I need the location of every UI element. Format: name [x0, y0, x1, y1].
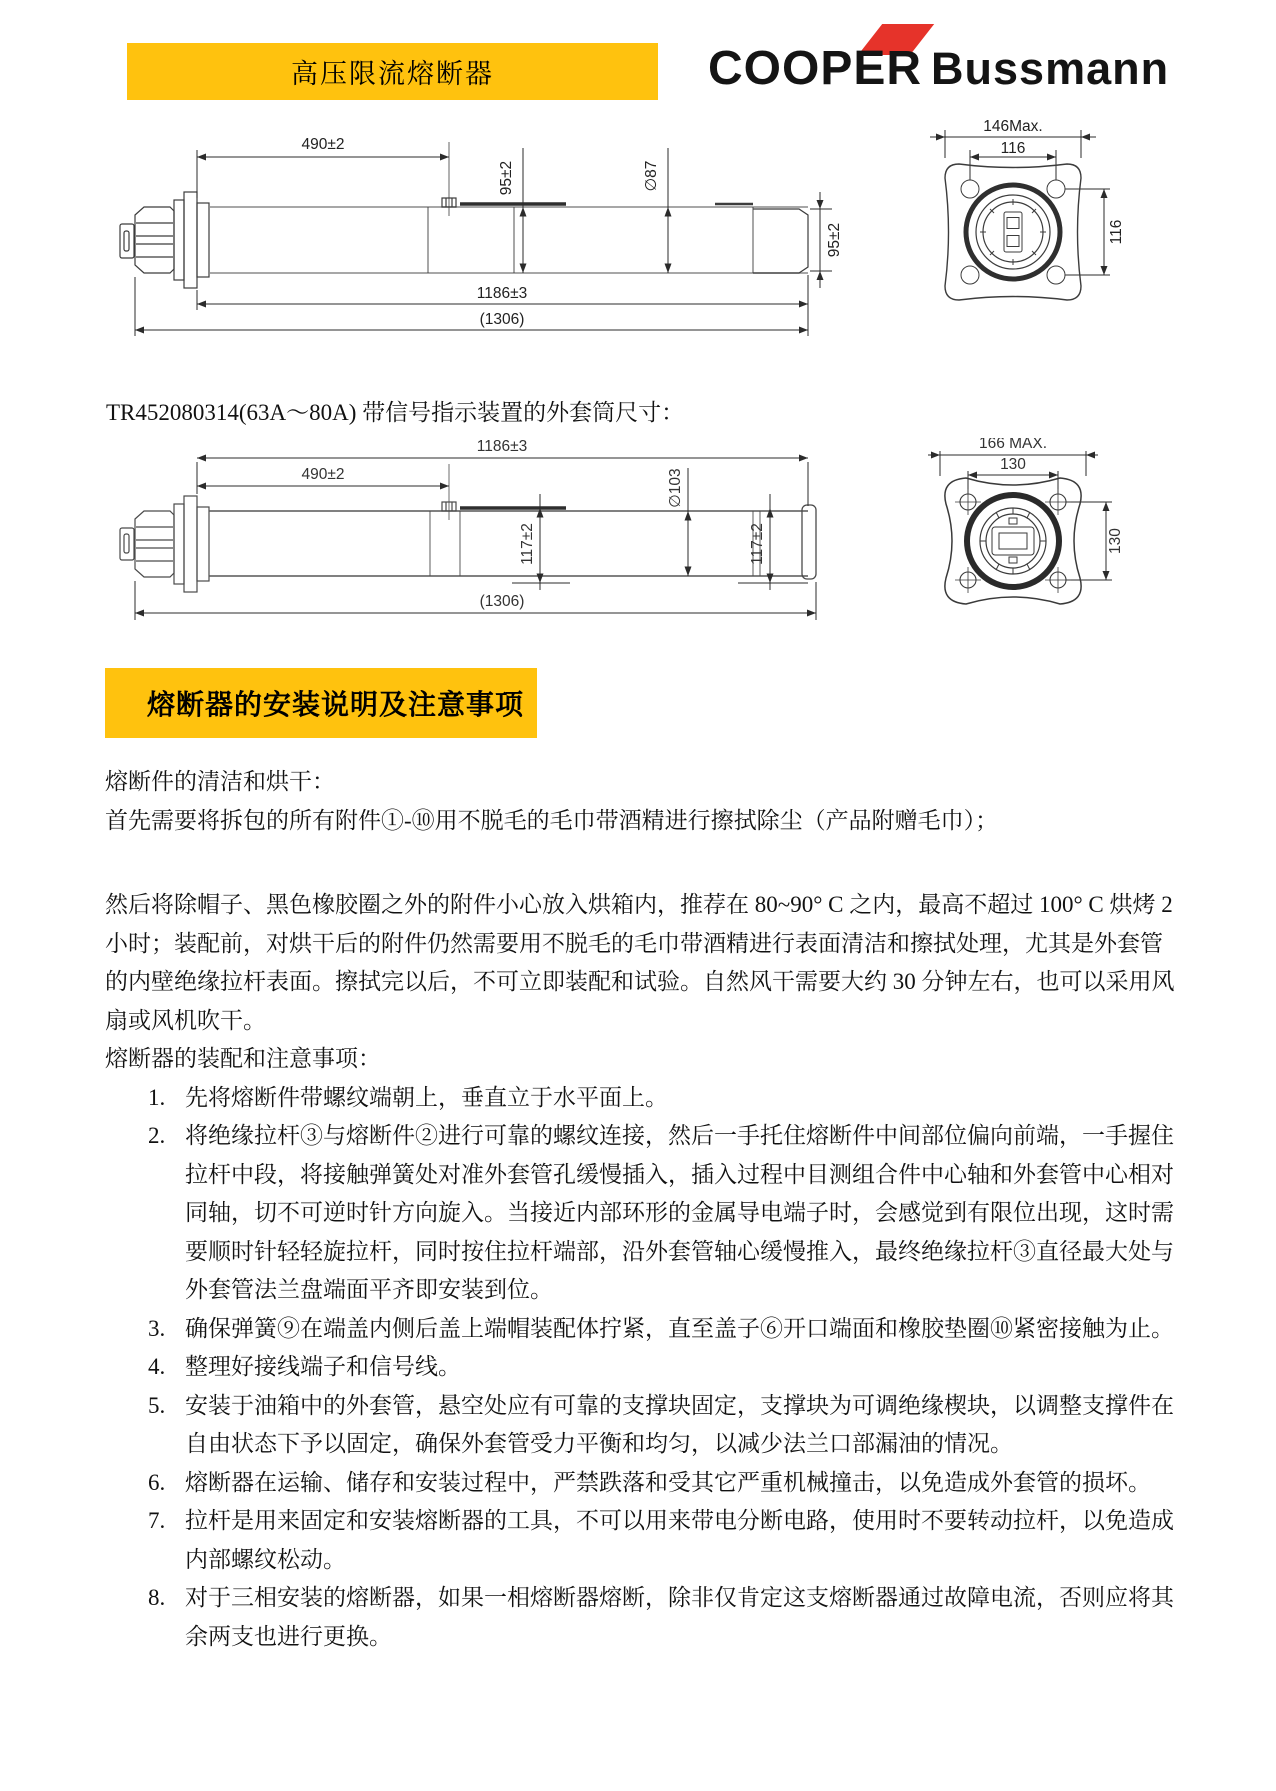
list-item-number: 1.: [148, 1084, 166, 1110]
logo-cooper-text: COOPER: [708, 42, 923, 95]
dim-label-490: 490±2: [301, 466, 345, 483]
dim-label-130-h: 130: [1000, 456, 1026, 473]
list-item-number: 7.: [148, 1508, 166, 1533]
fuse-side-view-1: [120, 142, 808, 288]
list-item-number: 8.: [148, 1585, 166, 1610]
technical-drawing-1: [108, 112, 1170, 356]
dim-label-116-v: 116: [1108, 219, 1125, 245]
list-item-number: 5.: [148, 1392, 166, 1418]
list-item: [148, 1579, 1177, 1656]
list-item: [148, 1502, 1177, 1579]
dim-label-dia87: ∅87: [643, 160, 660, 192]
list-item-text: 拉杆是用来固定和安装熔断器的工具，不可以用来带电分断电路，使用时不要转动拉杆，以免造成内部螺纹松动。: [185, 1508, 1174, 1572]
dim-label-117-b: 117±2: [749, 523, 766, 565]
list-item: [148, 1310, 1177, 1349]
assembly-title: 熔断器的装配和注意事项：: [105, 1046, 381, 1071]
list-item-text: 安装于油箱中的外套管，悬空处应有可靠的支撑块固定，支撑块为可调绝缘楔块，以调整支撑件在自由状态下予以固定，确保外套管受力平衡和均匀，以减少法兰口部漏油的情况。: [185, 1392, 1174, 1456]
section-title: 熔断器的安装说明及注意事项: [147, 689, 525, 720]
cleaning-line: 首先需要将拆包的所有附件①-⑩用不脱毛的毛巾带酒精进行擦拭除尘（产品附赠毛巾）；: [105, 807, 999, 833]
instructions-text: [105, 763, 1177, 1656]
cooper-bussmann-logo: [708, 24, 1178, 96]
list-item: [148, 1387, 1177, 1464]
title-banner: [127, 43, 658, 100]
dim-label-1186: 1186±3: [476, 285, 528, 302]
list-item-number: 4.: [148, 1354, 166, 1379]
dim-label-95-end: 95±2: [826, 222, 843, 258]
dim-label-1306: (1306): [479, 311, 525, 328]
dim-label-dia103: ∅103: [667, 468, 684, 508]
list-item: [148, 1079, 1177, 1118]
fuse-side-view-2: [120, 464, 816, 592]
dimension-arrows-2: [135, 452, 1110, 617]
list-item-text: 整理好接线端子和信号线。: [185, 1354, 461, 1379]
dim-label-130-v: 130: [1107, 528, 1124, 554]
dim-label-117-a: 117±2: [519, 523, 536, 565]
fuse-end-view-2: [945, 478, 1081, 604]
logo-bussmann-text: Bussmann: [931, 43, 1170, 94]
list-item-number: 2.: [148, 1123, 166, 1148]
section-banner: [105, 668, 537, 738]
cleaning-title: 熔断件的清洁和烘干：: [105, 769, 335, 794]
technical-drawing-2: [108, 438, 1170, 628]
assembly-steps-list: [105, 1079, 1177, 1657]
list-item-text: 确保弹簧⑨在端盖内侧后盖上端帽装配体拧紧，直至盖子⑥开口端面和橡胶垫圈⑩紧密接触为止。: [185, 1315, 1174, 1341]
list-item: [148, 1348, 1177, 1387]
dim-label-166max: 166 MAX.: [978, 438, 1048, 452]
baking-paragraph: 然后将除帽子、黑色橡胶圈之外的附件小心放入烘箱内，推荐在 80~90° C 之内，最高不超过 100° C 烘烤 2 小时；装配前，对烘干后的附件仍然需要用不脱毛的毛巾带酒精进行表面清洁和擦拭处理，尤其是外套管的内壁绝缘拉杆表面。擦拭完以后，不可立即装配和试验。自然风干需要大约 30 分钟左右，也可以采用风扇或风机吹干。: [105, 892, 1175, 1033]
dim-label-1306: (1306): [479, 593, 525, 610]
dim-label-95-body: 95±2: [498, 160, 515, 196]
list-item: [148, 1117, 1177, 1310]
list-item-number: 3.: [148, 1315, 166, 1341]
list-item-text: 对于三相安装的熔断器，如果一相熔断器熔断，除非仅肯定这支熔断器通过故障电流，否则应将其余两支也进行更换。: [185, 1585, 1174, 1649]
dim-label-146max: 146Max.: [983, 118, 1043, 135]
page-title: 高压限流熔断器: [291, 59, 494, 89]
list-item-text: 将绝缘拉杆③与熔断件②进行可靠的螺纹连接，然后一手托住熔断件中间部位偏向前端，一手握住拉杆中段，将接触弹簧处对准外套管孔缓慢插入，插入过程中目测组合件中心轴和外套管中心相对同轴，切不可逆时针方向旋入。当接近内部环形的金属导电端子时，会感觉到有限位出现，这时需要顺时针轻轻旋拉杆，同时按住拉杆端部，沿外套管轴心缓慢推入，最终绝缘拉杆③直径最大处与外套管法兰盘端面平齐即安装到位。: [185, 1123, 1174, 1302]
dim-label-116-h: 116: [1000, 140, 1026, 157]
list-item-text: 熔断器在运输、储存和安装过程中，严禁跌落和受其它严重机械撞击，以免造成外套管的损坏。: [185, 1469, 1151, 1495]
fuse-end-view-1: [945, 164, 1081, 300]
dim-label-1186: 1186±3: [476, 438, 528, 455]
list-item-text: 先将熔断件带螺纹端朝上，垂直立于水平面上。: [185, 1084, 668, 1110]
dim-label-490: 490±2: [301, 136, 345, 153]
drawing2-caption: TR452080314(63A～80A) 带信号指示装置的外套筒尺寸：: [106, 400, 685, 425]
list-item: [148, 1464, 1177, 1503]
list-item-number: 6.: [148, 1469, 166, 1495]
